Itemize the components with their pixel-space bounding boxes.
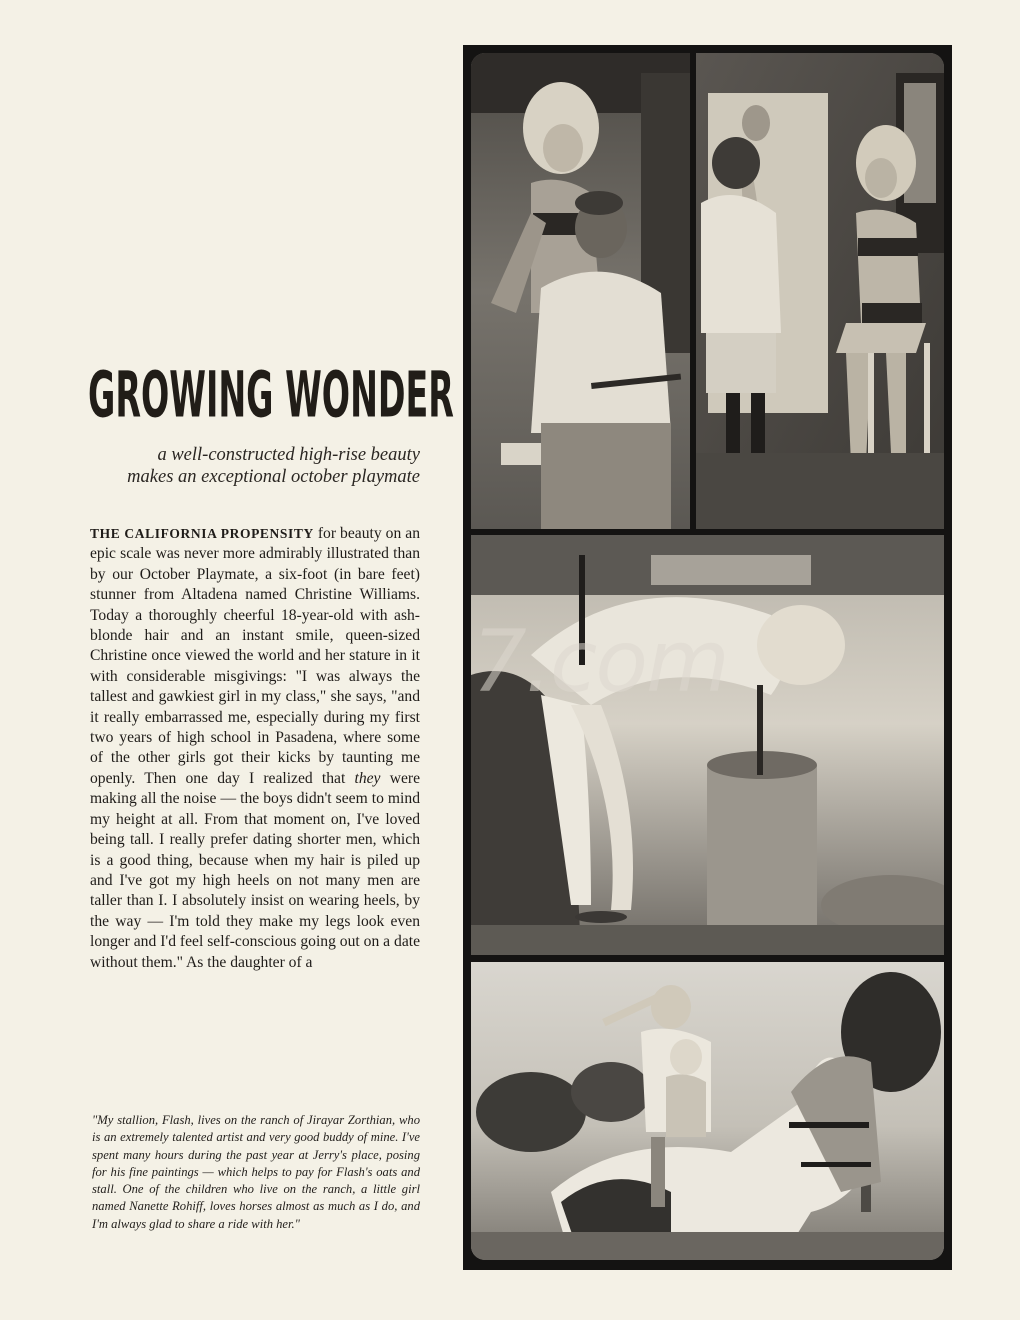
body-part-1: for beauty on an epic scale was never more admirably illustrated than by our October Playmate, a six-foot (in bare feet) stunner from Altadena named Christine Williams. Today a thoroughly cheerful 18-year-old with ash-blonde hair and an instant smile, queen-sized Christine once viewed the world and her stature in it with considerable misgivings: "I was always the tallest and gawkiest girl in my class," she says, "and it really embarrassed me, especially during my first two years of high school in Pasadena, where some of the other girls got their kicks by taunting me openly. Then one day I realized that <box>90 525 420 787</box>
photo-artist-painting-model <box>696 53 944 529</box>
photo-artist-with-model-image <box>471 53 690 529</box>
deck-line-1: a well-constructed high-rise beauty <box>157 445 420 465</box>
photo-horse-ride-image <box>471 962 944 1260</box>
photo-artist-with-model <box>471 53 690 529</box>
article-headline: GROWING WONDER <box>88 359 454 433</box>
body-emphasis: they <box>354 769 381 787</box>
deck-line-2: makes an exceptional october playmate <box>127 467 420 487</box>
photo-model-stirring-image <box>471 535 944 955</box>
photo-model-stirring <box>471 535 944 955</box>
photo-horse-ride <box>471 962 944 1260</box>
photo-artist-painting-model-image <box>696 53 944 529</box>
article-deck <box>90 444 420 488</box>
watermark: 7.com <box>472 612 728 712</box>
photo-caption: "My stallion, Flash, lives on the ranch of Jirayar Zorthian, who is an extremely talented artist and very good buddy of mine. I've spent many hours during the past year at Jerry's place, posing for his fine paintings — which helps to pay for Flash's oats and stall. One of the children who live on the ranch, a little girl named Nanette Rohiff, loves horses almost as much as I do, and I'm always glad to share a ride with her." <box>92 1113 420 1231</box>
body-part-2: were making all the noise — the boys didn't seem to mind my height at all. From that moment on, I've loved being tall. I really prefer dating shorter men, which is a good thing, because when my hair is piled up and I've got my high heels on not many men are taller than I. I absolutely insist on wearing heels, by the way — I'm told they make my legs look even longer and I'd feel self-conscious going out on a date without them." As the daughter of a <box>90 769 420 971</box>
article-body <box>90 524 420 973</box>
lead-in: THE CALIFORNIA PROPENSITY <box>90 526 314 541</box>
